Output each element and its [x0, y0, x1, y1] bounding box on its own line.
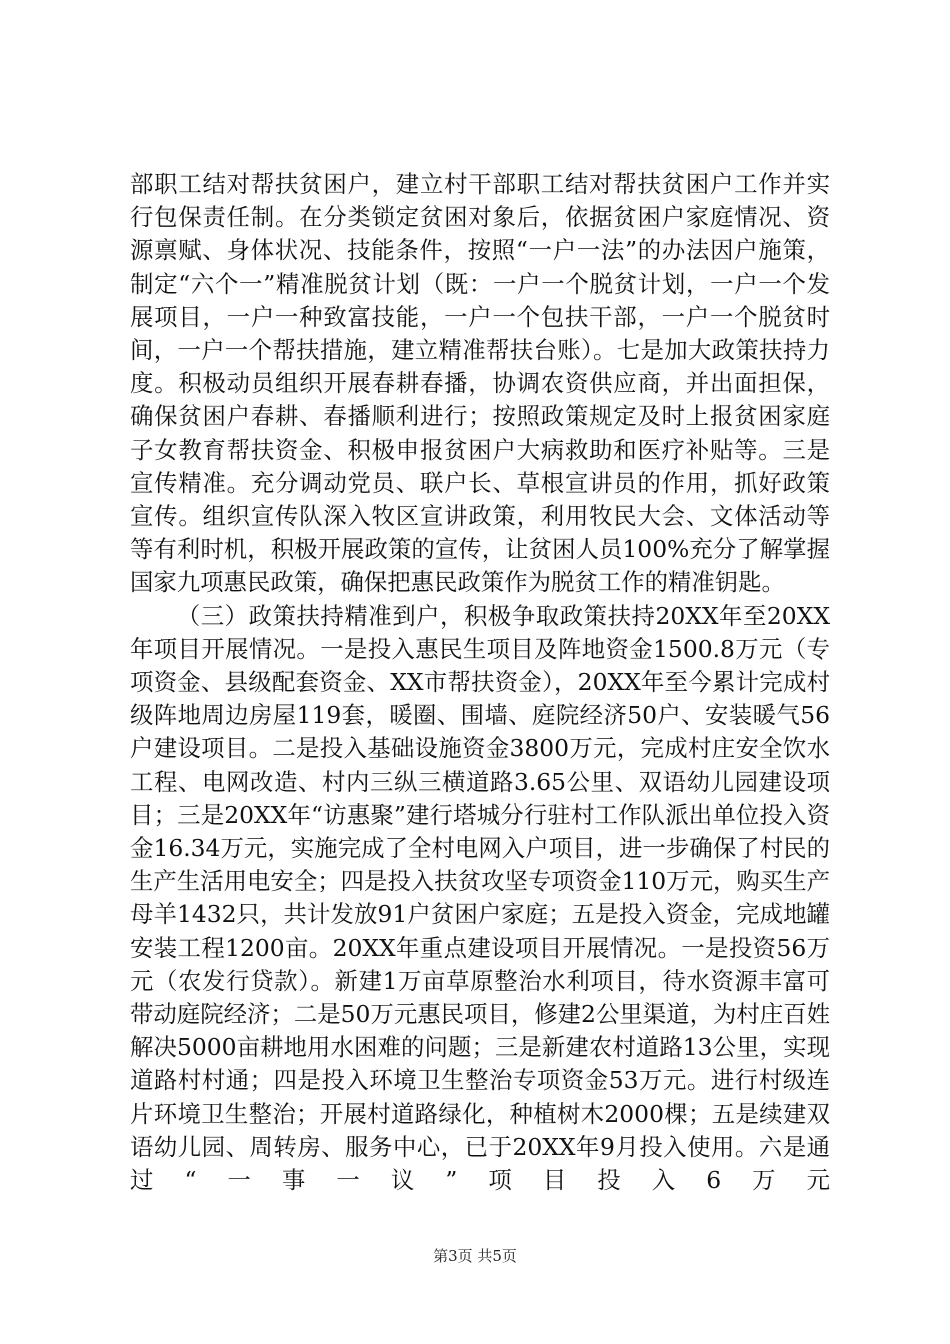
page-number-footer: 第3页 共5页 [433, 1247, 517, 1265]
paragraph-poverty-policy: 部职工结对帮扶贫困户，建立村干部职工结对帮扶贫困户工作并实行包保责任制。在分类锁定贫困对象后，依据贫困户家庭情况、资源禀赋、身体状况、技能条件，按照“一户一法”的办法因户施策，制定“六个一”精准脱贫计划（既：一户一个脱贫计划，一户一个发展项目，一户一种致富技能，一户一个包扶干部，一户一个脱贫时间，一户一个帮扶措施，建立精准帮扶台账）。七是加大政策扶持力度。积极动员组织开展春耕春播，协调农资供应商，并出面担保，确保贫困户春耕、春播顺利进行；按照政策规定及时上报贫困家庭子女教育帮扶资金、积极申报贫困户大病救助和医疗补贴等。三是宣传精准。充分调动党员、联户长、草根宣讲员的作用，抓好政策宣传。组织宣传队深入牧区宣讲政策，利用牧民大会、文体活动等等有利时机，积极开展政策的宣传，让贫困人员100%充分了解掌握国家九项惠民政策，确保把惠民政策作为脱贫工作的精准钥匙。 [130, 170, 830, 597]
document-body [130, 168, 830, 1197]
paragraph-project-progress: （三）政策扶持精准到户，积极争取政策扶持20XX年至20XX年项目开展情况。一是投入惠民生项目及阵地资金1500.8万元（专项资金、县级配套资金、XX市帮扶资金），20XX年至今累计完成村级阵地周边房屋119套，暖圈、围墙、庭院经济50户、安装暖气56户建设项目。二是投入基础设施资金3800万元，完成村庄安全饮水工程、电网改造、村内三纵三横道路3.65公里、双语幼儿园建设项目；三是20XX年“访惠聚”建行塔城分行驻村工作队派出单位投入资金16.34万元，实施完成了全村电网入户项目，进一步确保了村民的生产生活用电安全；四是投入扶贫攻坚专项资金110万元，购买生产母羊1432只，共计发放91户贫困户家庭；五是投入资金，完成地罐安装工程1200亩。20XX年重点建设项目开展情况。一是投资56万元（农发行贷款）。新建1万亩草原整治水利项目，待水资源丰富可带动庭院经济；二是50万元惠民项目，修建2公里渠道，为村庄百姓解决5000亩耕地用水困难的问题；三是新建农村道路13公里，实现道路村村通；四是投入环境卫生整治专项资金53万元。进行村级连片环境卫生整治；开展村道路绿化，种植树木2000棵；五是续建双语幼儿园、周转房、服务中心，已于20XX年9月投入使用。六是通过“一事一议”项目投入6万元 [130, 601, 830, 1195]
